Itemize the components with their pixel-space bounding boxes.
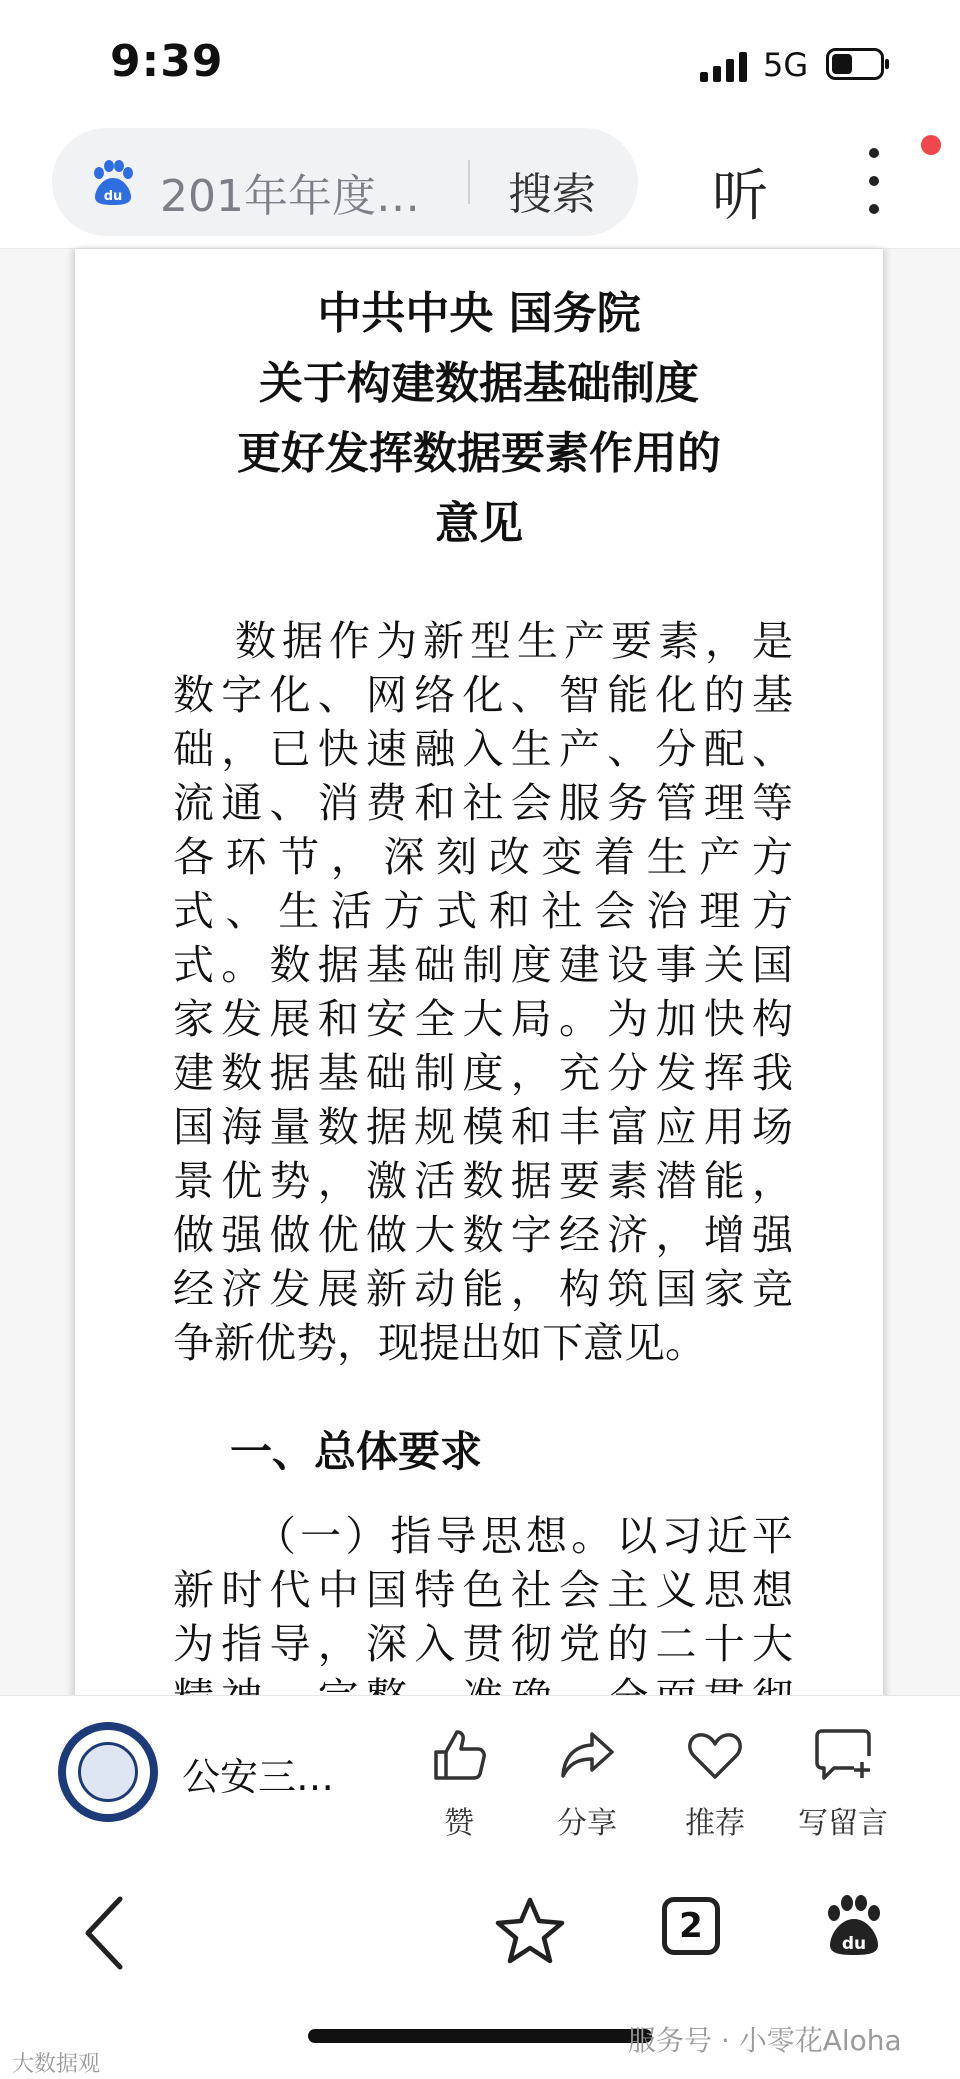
title-line: 中共中央 国务院 [317,288,641,339]
title-line: 关于构建数据基础制度 [259,358,699,409]
bottom-navigation [0,1853,960,2079]
more-menu-icon[interactable] [862,148,886,216]
battery-icon [826,48,890,80]
title-line: 意见 [435,498,523,549]
like-button[interactable] [404,1726,514,1842]
signal-icon [700,52,748,82]
text-line: 数 字 化 、 网 络 化 、 智 能 化 的 基 [173,671,793,719]
text-line: 建 数 据 基 础 制 度 ， 充 分 发 挥 我 [173,1049,793,1097]
svg-text:du: du [841,1934,867,1954]
home-indicator[interactable] [308,2029,652,2043]
recommend-button[interactable] [660,1726,770,1842]
text-line: 争 新 优 势 ， 现 提 出 如 下 意 见 。 [173,1319,706,1367]
svg-text:du: du [103,189,123,204]
text-line: 式 。 数 据 基 础 制 度 建 设 事 关 国 [173,941,793,989]
search-button[interactable]: 搜索 [508,169,596,220]
recommend-label: 推荐 [685,1806,745,1841]
section-heading: 一、总体要求 [230,1427,483,1476]
baidu-home-icon[interactable] [822,1893,886,1957]
text-line: 经 济 发 展 新 动 能 ， 构 筑 国 家 竞 [173,1265,793,1313]
notification-dot [921,135,941,155]
comment-button[interactable] [788,1726,898,1842]
comment-add-icon [814,1726,872,1784]
search-query-text[interactable]: 201年年度… [160,171,420,222]
document-page [75,249,883,1769]
paragraph-guiding-thought [173,1509,793,1725]
share-label: 分享 [557,1806,617,1841]
text-line: （ 一 ） 指 导 思 想 。 以 习 近 平 [255,1512,793,1560]
listen-button[interactable]: 听 [712,164,768,229]
document-viewer[interactable] [0,249,960,1695]
watermark-right: 服务号 · 小零花Aloha [628,2024,902,2057]
text-line: 为 指 导 ， 深 入 贯 彻 党 的 二 十 大 [173,1620,793,1668]
text-line: 数 据 作 为 新 型 生 产 要 素 ， 是 [235,617,793,665]
comment-label: 写留言 [798,1806,888,1841]
text-line: 国 海 量 数 据 规 模 和 丰 富 应 用 场 [173,1103,793,1151]
thumbs-up-icon [430,1726,488,1784]
text-line: 新 时 代 中 国 特 色 社 会 主 义 思 想 [173,1566,793,1614]
title-line: 更好发挥数据要素作用的 [237,428,721,479]
status-bar [0,0,960,118]
text-line: 景 优 势 ， 激 活 数 据 要 素 潜 能 ， [173,1157,793,1205]
account-avatar[interactable] [58,1722,158,1822]
account-name[interactable]: 公安三… [182,1755,335,1799]
paragraph-intro [173,614,793,1370]
article-action-bar [0,1695,960,1855]
text-line: 础 ， 已 快 速 融 入 生 产 、 分 配 、 [173,725,793,773]
text-line: 做 强 做 优 做 大 数 字 经 济 ， 增 强 [173,1211,793,1259]
share-button[interactable] [532,1726,642,1842]
like-label: 赞 [444,1806,474,1841]
watermark-left: 大数据观 [12,2052,101,2077]
status-time: 9:39 [110,36,224,87]
baidu-paw-icon [88,160,138,206]
document-title [75,279,883,559]
star-icon[interactable] [494,1895,566,1967]
heart-icon [686,1726,744,1784]
search-box[interactable] [52,128,638,236]
share-icon [558,1726,616,1784]
text-line: 流 通 、 消 费 和 社 会 服 务 管 理 等 [173,779,793,827]
text-line: 各 环 节 ， 深 刻 改 变 着 生 产 方 [173,833,793,881]
browser-toolbar [0,118,960,249]
divider [468,160,470,204]
back-icon[interactable] [80,1893,130,1973]
text-line: 式 、 生 活 方 式 和 社 会 治 理 方 [173,887,793,935]
text-line: 家 发 展 和 安 全 大 局 。 为 加 快 构 [173,995,793,1043]
tabs-button[interactable]: 2 [662,1897,720,1955]
network-label: 5G [763,46,809,84]
